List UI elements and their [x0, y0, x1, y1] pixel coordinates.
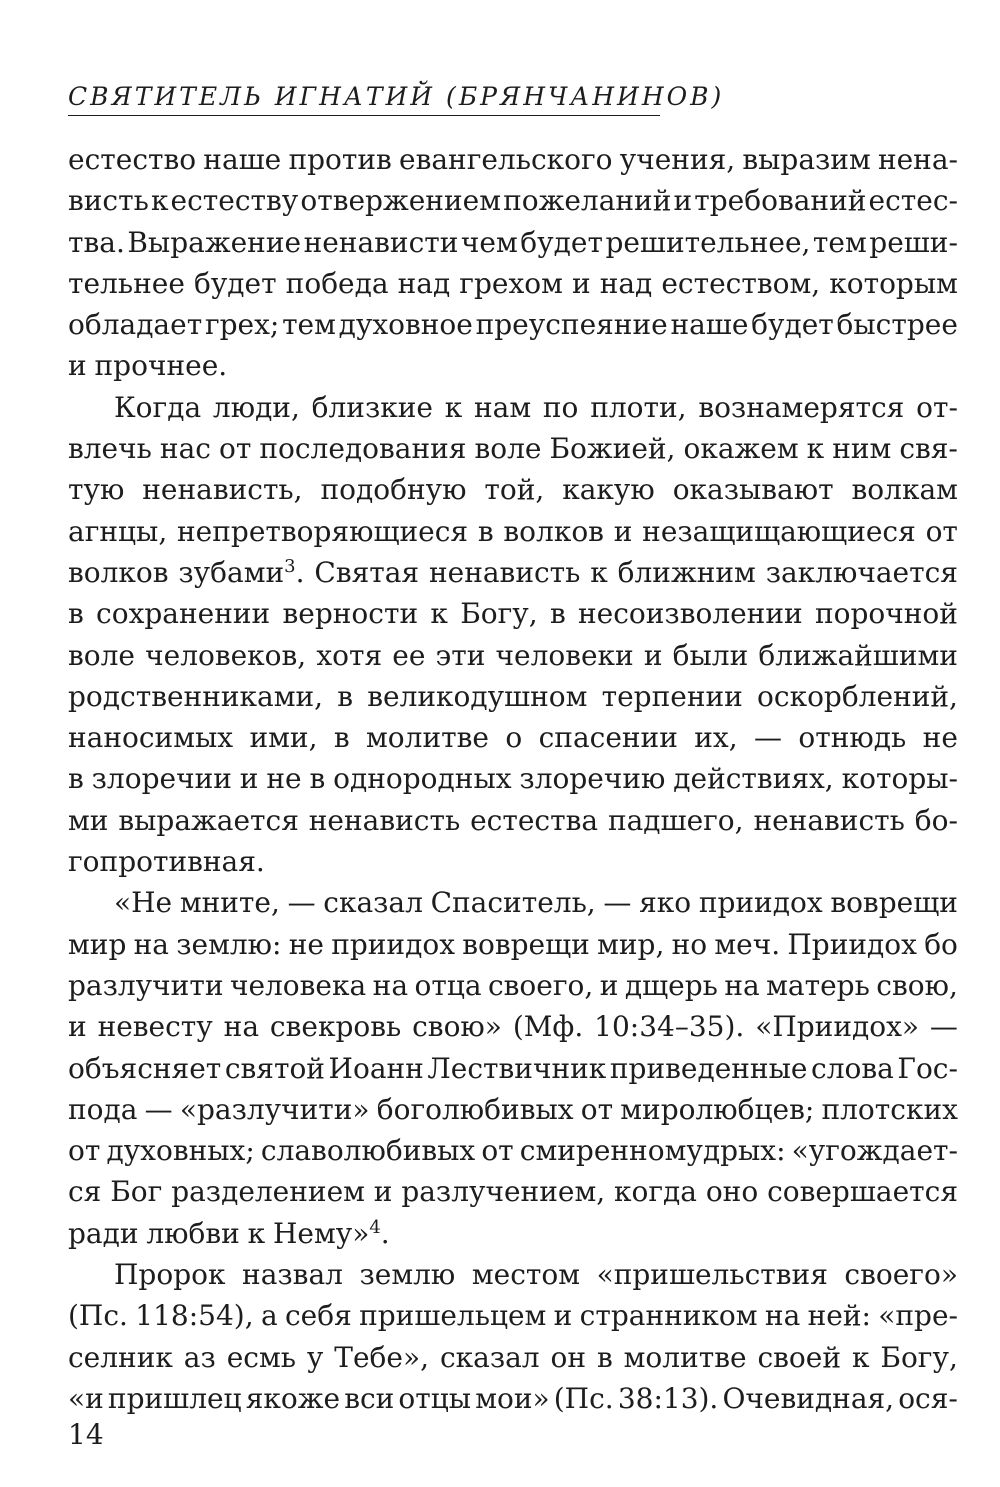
word: молитве: [366, 721, 489, 755]
word: злоречию: [519, 762, 666, 796]
word: злоречии: [91, 762, 232, 796]
word: спасении: [538, 721, 678, 755]
word: на: [223, 1010, 260, 1044]
word: наше: [670, 308, 749, 342]
text-line: [68, 965, 958, 1006]
word: от-: [916, 390, 958, 424]
text-line: [68, 1337, 958, 1378]
text-line: [68, 717, 958, 758]
text-line: [68, 511, 958, 552]
word: незащищающиеся: [642, 514, 916, 548]
word: в: [309, 762, 326, 796]
word: 10:34–35).: [594, 1010, 745, 1044]
word: любви: [146, 1216, 240, 1250]
word: прочнее.: [94, 349, 228, 383]
word: близкие: [311, 390, 433, 424]
word: отца: [414, 968, 482, 1002]
word: Святая: [314, 555, 420, 589]
word: человека: [229, 968, 367, 1002]
word: по: [542, 390, 579, 424]
word: тельнее: [68, 266, 185, 300]
word: однородных: [333, 762, 512, 796]
word: странником: [579, 1299, 758, 1333]
word: —: [287, 886, 316, 920]
word: мир: [68, 927, 127, 961]
word: будет: [193, 266, 277, 300]
word: их,: [694, 721, 738, 755]
word: своего,: [487, 968, 594, 1002]
word: к: [806, 432, 825, 466]
word: святой: [224, 1051, 325, 1085]
word: и: [239, 762, 259, 796]
word: от: [481, 1134, 514, 1168]
word: назвал: [242, 1258, 343, 1292]
word: разлучением,: [401, 1175, 606, 1209]
word: не: [288, 927, 324, 961]
word: и: [613, 514, 633, 548]
word: воле: [68, 638, 135, 672]
word: тую: [68, 473, 125, 507]
page-number: 14: [68, 1418, 104, 1451]
word: приидох: [331, 927, 455, 961]
word: тем: [812, 225, 867, 259]
word: землю:: [176, 927, 282, 961]
word: Пророк: [114, 1258, 226, 1292]
word: матерь: [766, 968, 870, 1002]
word: какую: [562, 473, 655, 507]
word: —: [603, 886, 632, 920]
word: ося-: [898, 1381, 958, 1415]
footnote-ref: 4: [369, 1216, 381, 1238]
word: в: [68, 597, 84, 631]
word: той,: [484, 473, 545, 507]
text-line: [68, 758, 958, 799]
word: к: [247, 1216, 266, 1250]
word: плоти,: [590, 390, 687, 424]
word: сохранении: [96, 597, 271, 631]
word: бо-: [914, 803, 958, 837]
word: бо: [924, 927, 958, 961]
text-line: [68, 924, 958, 965]
word: Когда: [114, 390, 202, 424]
word: естес-: [868, 184, 958, 218]
word: ней:: [807, 1299, 871, 1333]
word: к: [851, 1340, 870, 1374]
text-line: [68, 1006, 958, 1047]
word: в: [549, 597, 566, 631]
word: невесту: [97, 1010, 213, 1044]
word: действиях,: [673, 762, 834, 796]
word: отвержением: [300, 184, 501, 218]
word: естества: [470, 803, 599, 837]
running-head: СВЯТИТЕЛЬ ИГНАТИЙ (БРЯНЧАНИНОВ): [68, 82, 660, 116]
word: на: [372, 968, 409, 1002]
word: ненависти: [303, 225, 459, 259]
word: когда: [613, 1175, 697, 1209]
word: о: [505, 721, 523, 755]
word: и: [599, 968, 619, 1002]
word: окажем: [683, 432, 799, 466]
word: на: [764, 1299, 801, 1333]
word: эти: [435, 638, 486, 672]
word: Божией,: [549, 432, 676, 466]
word: и: [571, 266, 591, 300]
word: духовных;: [106, 1134, 255, 1168]
word: последования: [259, 432, 467, 466]
word: молитве: [623, 1340, 747, 1374]
text-line: [68, 841, 958, 882]
word: и: [553, 1299, 573, 1333]
word: свя-: [899, 432, 958, 466]
word: местом: [471, 1258, 581, 1292]
word: к: [430, 597, 448, 631]
word: естество: [68, 143, 197, 176]
word: чем: [460, 225, 518, 259]
word: Иоанн: [328, 1051, 424, 1085]
word: плотских: [821, 1092, 958, 1126]
word: великодушном: [367, 679, 588, 713]
word: оскорблений,: [757, 679, 958, 713]
word: вси: [344, 1381, 395, 1415]
word: преуспеяние: [475, 308, 668, 342]
word: которы-: [841, 762, 958, 796]
word: ненависть: [308, 803, 461, 837]
word: над: [599, 266, 653, 300]
word: учения,: [619, 143, 736, 176]
text-line: [68, 1171, 958, 1212]
word: приидох: [698, 886, 823, 920]
word: волков: [68, 555, 169, 589]
word: против: [288, 143, 392, 176]
word: воврещи: [462, 927, 590, 961]
word: решительнее,: [605, 225, 811, 259]
word: не: [922, 721, 958, 755]
word: Приидох: [787, 927, 917, 961]
word: естеству: [170, 184, 299, 218]
word: яко: [639, 886, 692, 920]
word: «угождает-: [791, 1134, 958, 1168]
word: и: [643, 638, 663, 672]
word: —: [754, 721, 783, 755]
word: от: [925, 514, 958, 548]
word: были: [672, 638, 749, 672]
word: мои»: [475, 1381, 550, 1415]
word: (Пс.: [553, 1381, 614, 1415]
word: свою,: [876, 968, 958, 1002]
word: волков: [503, 514, 604, 548]
word: свою»: [412, 1010, 502, 1044]
word: которым: [829, 266, 958, 300]
word: люди,: [212, 390, 300, 424]
word: 38:13).: [617, 1381, 719, 1415]
word: —: [144, 1092, 173, 1126]
word: миролюбцев;: [620, 1092, 815, 1126]
word: будет: [520, 225, 603, 259]
word: сказал: [439, 1340, 540, 1374]
text-line: [68, 222, 958, 263]
text-line: [68, 882, 958, 923]
text-line: [68, 387, 958, 428]
word: «и: [68, 1381, 104, 1415]
word: (Пс.: [68, 1299, 128, 1333]
word: от: [580, 1092, 614, 1126]
text-line: [68, 304, 958, 345]
word: обладает: [68, 308, 203, 342]
word: ненависть: [428, 555, 581, 589]
word: человеки: [495, 638, 634, 672]
text-line: [68, 1295, 958, 1336]
word: ми: [68, 803, 109, 837]
word: совершается: [767, 1175, 958, 1209]
word: ненависть,: [142, 473, 303, 507]
word: славолюбивых: [260, 1134, 476, 1168]
word: слова: [811, 1051, 894, 1085]
word: «пришельствия: [596, 1258, 828, 1292]
word: себя: [284, 1299, 352, 1333]
word: дщерь: [624, 968, 718, 1002]
word: в: [337, 679, 354, 713]
word: наносимых: [68, 721, 234, 755]
word: и: [673, 184, 693, 218]
word: подобную: [320, 473, 467, 507]
text-line: [68, 1378, 958, 1419]
word: в: [333, 721, 350, 755]
word: тва.: [68, 225, 125, 259]
word: Нему»$^4$.: [272, 1216, 390, 1250]
word: наше: [203, 143, 282, 176]
word: «разлучити»: [179, 1092, 370, 1126]
word: и: [68, 349, 87, 383]
word: «Не: [114, 886, 173, 920]
word: в: [477, 514, 494, 548]
word: духовное: [338, 308, 473, 342]
word: хотя: [316, 638, 383, 672]
word: нена-: [877, 143, 958, 176]
word: влечь: [68, 432, 152, 466]
word: от: [68, 1134, 101, 1168]
word: ее: [392, 638, 426, 672]
word: отцы: [398, 1381, 472, 1415]
word: аз: [183, 1340, 216, 1374]
word: евангельского: [399, 143, 613, 176]
word: на: [133, 927, 169, 961]
word: гопротивная.: [68, 845, 265, 879]
text-line: [68, 676, 958, 717]
word: порочной: [814, 597, 958, 631]
word: пришлец: [107, 1381, 242, 1415]
word: Бог: [110, 1175, 163, 1209]
word: на: [724, 968, 760, 1002]
word: 118:54),: [135, 1299, 254, 1333]
word: пожеланий: [503, 184, 672, 218]
word: ним: [832, 432, 892, 466]
word: свекровь: [269, 1010, 402, 1044]
word: есмь: [226, 1340, 296, 1374]
word: оно: [705, 1175, 759, 1209]
word: и: [68, 1010, 87, 1044]
word: будет: [751, 308, 834, 342]
word: верности: [282, 597, 419, 631]
word: Выражение: [127, 225, 302, 259]
word: своего»: [844, 1258, 958, 1292]
word: «Приидох»: [755, 1010, 920, 1044]
word: ближайшими: [758, 638, 958, 672]
word: Очевидная,: [722, 1381, 895, 1415]
word: зубами$^3$.: [178, 555, 305, 589]
word: приведенные: [609, 1051, 808, 1085]
word: пришельцем: [359, 1299, 547, 1333]
body-text: [68, 139, 958, 1419]
word: (Мф.: [512, 1010, 584, 1044]
word: «пре-: [878, 1299, 958, 1333]
word: победа: [285, 266, 389, 300]
text-line: [68, 635, 958, 676]
word: якоже: [245, 1381, 341, 1415]
word: —: [929, 1010, 958, 1044]
word: разделением: [171, 1175, 365, 1209]
word: агнцы,: [68, 514, 168, 548]
word: мните,: [179, 886, 280, 920]
word: естеством,: [661, 266, 821, 300]
word: тем: [282, 308, 336, 342]
word: непретворяющиеся: [177, 514, 469, 548]
word: боголюбивых: [376, 1092, 574, 1126]
word: не: [266, 762, 302, 796]
text-line: [68, 180, 958, 221]
word: требований: [694, 184, 867, 218]
word: воврещи: [830, 886, 958, 920]
word: Спаситель,: [430, 886, 596, 920]
text-line: [68, 263, 958, 304]
text-line: [68, 345, 958, 386]
word: оказывают: [672, 473, 834, 507]
word: Богу,: [880, 1340, 958, 1374]
word: терпении: [601, 679, 743, 713]
word: к: [444, 390, 463, 424]
word: к: [150, 184, 169, 218]
word: ненависть: [753, 803, 905, 837]
word: ся: [68, 1175, 102, 1209]
word: волкам: [851, 473, 958, 507]
word: быстрее: [836, 308, 958, 342]
text-line: [68, 428, 958, 469]
word: мир,: [597, 927, 665, 961]
word: от: [218, 432, 252, 466]
word: пода: [68, 1092, 138, 1126]
word: грехом: [459, 266, 563, 300]
text-line: [68, 469, 958, 510]
footnote-ref: 3: [284, 555, 296, 577]
word: и: [373, 1175, 393, 1209]
word: висть: [68, 184, 149, 218]
word: заключается: [765, 555, 958, 589]
word: к: [590, 555, 608, 589]
word: Богу,: [460, 597, 538, 631]
word: реши-: [869, 225, 958, 259]
text-line: [68, 552, 958, 593]
word: выражается: [118, 803, 299, 837]
word: селник: [68, 1340, 173, 1374]
word: в: [596, 1340, 613, 1374]
word: но: [671, 927, 708, 961]
text-line: [68, 800, 958, 841]
word: Тебе»,: [334, 1340, 430, 1374]
word: нас: [159, 432, 211, 466]
word: у: [306, 1340, 324, 1374]
word: падшего,: [607, 803, 744, 837]
text-line: [68, 1213, 958, 1254]
word: Гос-: [897, 1051, 958, 1085]
word: землю: [359, 1258, 456, 1292]
word: человеков,: [145, 638, 307, 672]
text-line: [68, 1254, 958, 1295]
word: объясняет: [68, 1051, 222, 1085]
word: отнюдь: [798, 721, 907, 755]
word: сказал: [323, 886, 423, 920]
word: ближним: [617, 555, 756, 589]
text-line: [68, 139, 958, 180]
word: меч.: [714, 927, 781, 961]
word: нам: [473, 390, 532, 424]
word: в: [68, 762, 84, 796]
word: вознамерятся: [698, 390, 905, 424]
word: грех;: [204, 308, 280, 342]
word: своей: [757, 1340, 842, 1374]
word: над: [397, 266, 451, 300]
word: а: [260, 1299, 278, 1333]
word: смиренномудрых:: [519, 1134, 786, 1168]
text-line: [68, 1048, 958, 1089]
word: воле: [474, 432, 542, 466]
word: Лествичник: [427, 1051, 607, 1085]
word: выразим: [742, 143, 871, 176]
text-line: [68, 1089, 958, 1130]
word: несоизволении: [578, 597, 803, 631]
word: разлучити: [68, 968, 224, 1002]
text-line: [68, 593, 958, 634]
word: ими,: [249, 721, 318, 755]
word: он: [550, 1340, 587, 1374]
text-line: [68, 1130, 958, 1171]
word: ради: [68, 1216, 139, 1250]
word: родственниками,: [68, 679, 324, 713]
